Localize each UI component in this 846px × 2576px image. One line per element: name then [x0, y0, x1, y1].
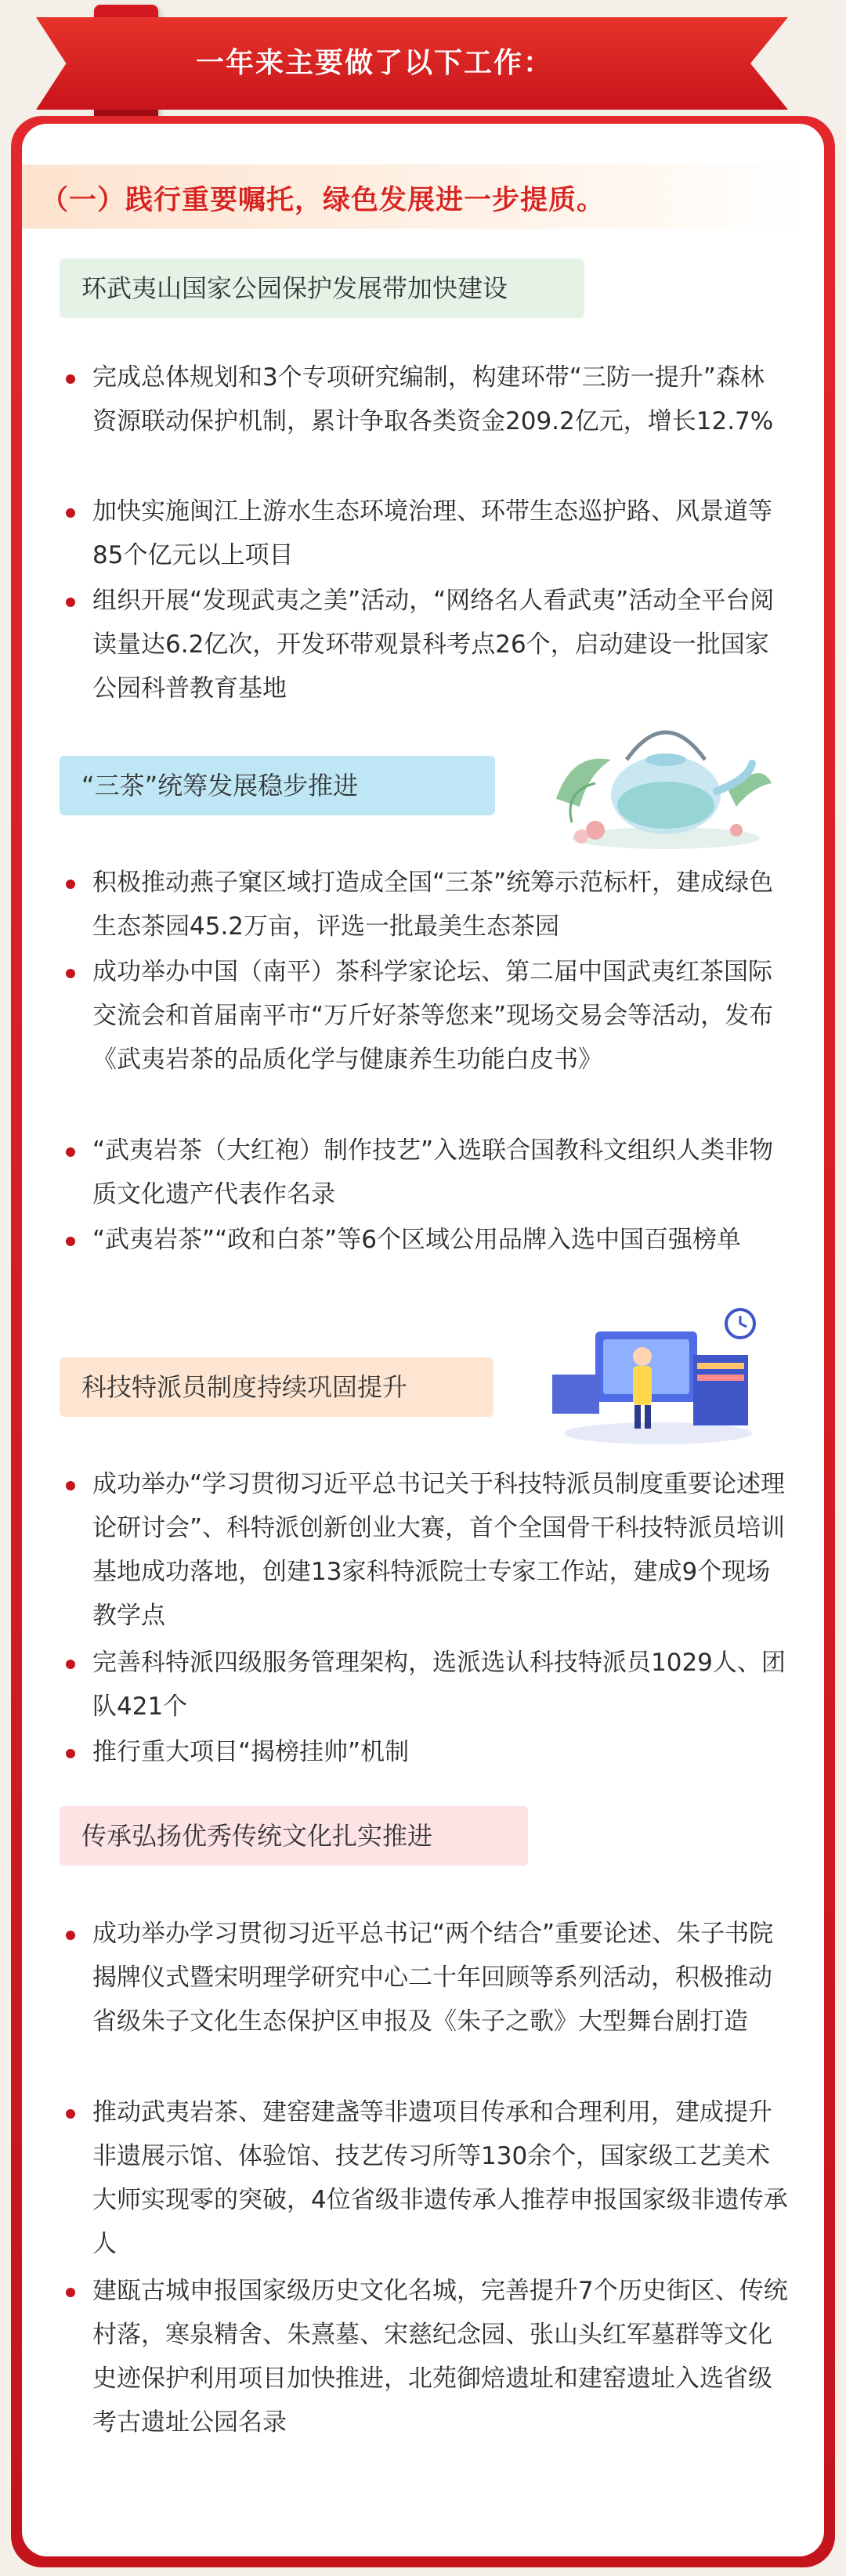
list-item: “武夷岩茶（大红袍）制作技艺”入选联合国教科文组织人类非物质文化遗产代表作名录 [92, 1136, 774, 1209]
section-heading: （一）践行重要嘱托，绿色发展进一步提质。 [41, 185, 606, 216]
subsection-title-traditional-culture: 传承弘扬优秀传统文化扎实推进 [60, 1806, 528, 1866]
banner-title: 一年来主要做了以下工作： [196, 47, 554, 79]
list-item: 加快实施闽江上游水生态环境治理、环带生态巡护路、风景道等85个亿元以上项目 [92, 497, 772, 569]
science-illustration [548, 1300, 768, 1449]
list-item: 成功举办中国（南平）茶科学家论坛、第二届中国武夷红茶国际交流会和首届南平市“万斤好茶等您来”现场交易会等活动，发布《武夷岩茶的品质化学与健康养生功能白皮书》 [92, 958, 774, 1074]
subsection-title-three-teas: “三茶”统筹发展稳步推进 [60, 756, 495, 815]
subsection-title-national-park: 环武夷山国家公园保护发展带加快建设 [60, 258, 584, 318]
top-banner [0, 0, 846, 125]
list-item: 建瓯古城申报国家级历史文化名城，完善提升7个历史街区、传统村落，寒泉精舍、朱熹墓、宋慈纪念园、张山头红军墓群等文化史迹保护利用项目加快推进，北苑御焙遗址和建窑遗址入选省级考古遗址公园名录 [92, 2277, 788, 2437]
subsection-title-tech-commissioner: 科技特派员制度持续巩固提升 [60, 1357, 494, 1417]
list-item: “武夷岩茶”“政和白茶”等6个区域公用品牌入选中国百强榜单 [92, 1226, 741, 1254]
list-item: 完善科特派四级服务管理架构，选派选认科技特派员1029人、团队421个 [92, 1649, 786, 1721]
list-item: 组织开展“发现武夷之美”活动，“网络名人看武夷”活动全平台阅读量达6.2亿次，开发环带观景科考点26个，启动建设一批国家公园科普教育基地 [92, 587, 775, 703]
list-item: 成功举办学习贯彻习近平总书记“两个结合”重要论述、朱子书院揭牌仪式暨宋明理学研究中心二十年回顾等系列活动，积极推动省级朱子文化生态保护区申报及《朱子之歌》大型舞台剧打造 [92, 1920, 774, 2036]
list-item: 推动武夷岩茶、建窑建盏等非遗项目传承和合理利用，建成提升非遗展示馆、体验馆、技艺传习所等130余个，国家级工艺美术大师实现零的突破，4位省级非遗传承人推荐申报国家级非遗传承人 [92, 2098, 788, 2258]
list-item: 积极推动燕子窠区域打造成全国“三茶”统筹示范标杆，建成绿色生态茶园45.2万亩，评选一批最美生态茶园 [92, 869, 774, 941]
list-item: 成功举办“学习贯彻习近平总书记关于科技特派员制度重要论述理论研讨会”、科特派创新创业大赛，首个全国骨干科技特派员培训基地成功落地，创建13家科特派院士专家工作站，建成9个现场教学点 [92, 1470, 786, 1630]
teapot-illustration [540, 705, 776, 854]
list-item: 推行重大项目“揭榜挂帅”机制 [92, 1738, 410, 1766]
list-item: 完成总体规划和3个专项研究编制，构建环带“三防一提升”森林资源联动保护机制，累计争取各类资金209.2亿元，增长12.7% [92, 363, 774, 435]
